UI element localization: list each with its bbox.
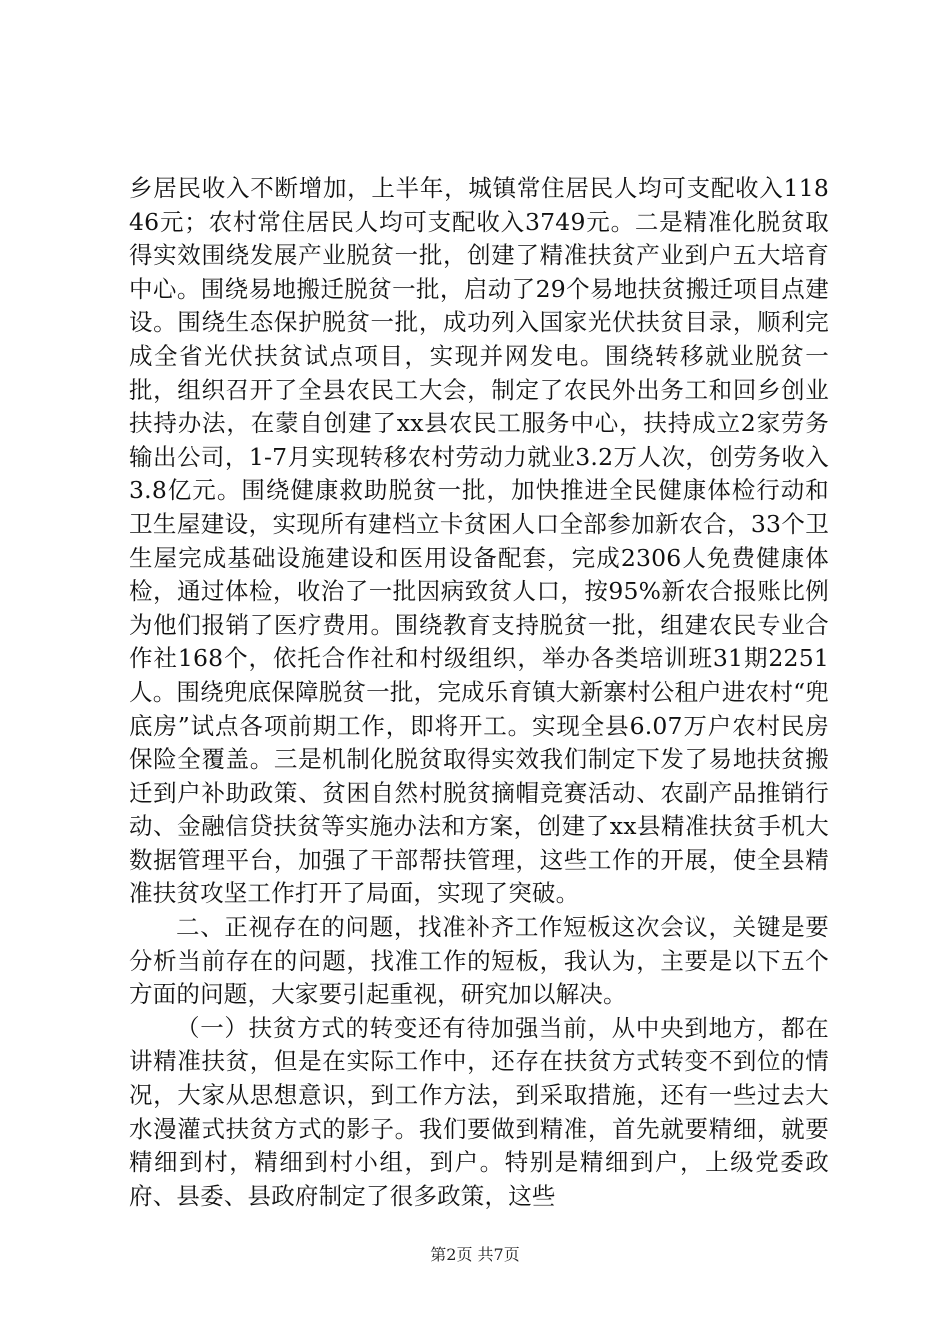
- body-paragraph-3: （一）扶贫方式的转变还有待加强当前，从中央到地方，都在讲精准扶贫，但是在实际工作中，还存在扶贫方式转变不到位的情况，大家从思想意识，到工作方法，到采取措施，还有一些过去大水漫灌式扶贫方式的影子。我们要做到精准，首先就要精细，就要精细到村，精细到村小组，到户。特别是精细到户，上级党委政府、县委、县政府制定了很多政策，这些: [129, 1013, 829, 1210]
- page-number-footer: 第2页 共7页: [430, 1245, 520, 1264]
- body-paragraph-1: 乡居民收入不断增加，上半年，城镇常住居民人均可支配收入11846元；农村常住居民人均可支配收入3749元。二是精准化脱贫取得实效围绕发展产业脱贫一批，创建了精准扶贫产业到户五大培育中心。围绕易地搬迁脱贫一批，启动了29个易地扶贫搬迁项目点建设。围绕生态保护脱贫一批，成功列入国家光伏扶贫目录，顺利完成全省光伏扶贫试点项目，实现并网发电。围绕转移就业脱贫一批，组织召开了全县农民工大会，制定了农民外出务工和回乡创业扶持办法，在蒙自创建了xx县农民工服务中心，扶持成立2家劳务输出公司，1-7月实现转移农村劳动力就业3.2万人次，创劳务收入3.8亿元。围绕健康救助脱贫一批，加快推进全民健康体检行动和卫生屋建设，实现所有建档立卡贫困人口全部参加新农合，33个卫生屋完成基础设施建设和医用设备配套，完成2306人免费健康体检，通过体检，收治了一批因病致贫人口，按95%新农合报账比例为他们报销了医疗费用。围绕教育支持脱贫一批，组建农民专业合作社168个，依托合作社和村级组织，举办各类培训班31期2251人。围绕兜底保障脱贫一批，完成乐育镇大新寨村公租户进农村“兜底房”试点各项前期工作，即将开工。实现全县6.07万户农村民房保险全覆盖。三是机制化脱贫取得实效我们制定下发了易地扶贫搬迁到户补助政策、贫困自然村脱贫摘帽竞赛活动、农副产品推销行动、金融信贷扶贫等实施办法和方案，创建了xx县精准扶贫手机大数据管理平台，加强了干部帮扶管理，这些工作的开展，使全县精准扶贫攻坚工作打开了局面，实现了突破。: [129, 174, 829, 908]
- document-body: [129, 172, 829, 1213]
- body-paragraph-2: 二、正视存在的问题，找准补齐工作短板这次会议，关键是要分析当前存在的问题，找准工作的短板，我认为，主要是以下五个方面的问题，大家要引起重视，研究加以解决。: [129, 913, 829, 1009]
